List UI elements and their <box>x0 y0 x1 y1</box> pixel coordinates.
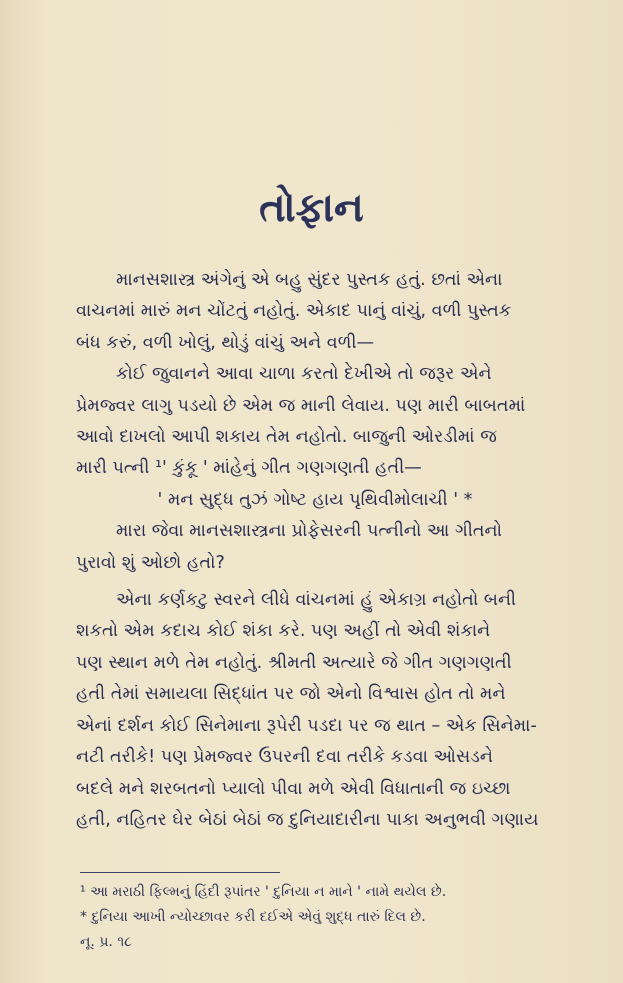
body-text <box>76 265 554 836</box>
song-quote: ' મન સુદ્ધ તુઝં ગોષ્ટ હાય પૃથિવીમોલાચી ' * <box>157 489 473 510</box>
chapter-title: તોફાન <box>259 185 364 231</box>
body-line: વાચનમાં મારું મન ચોંટતું નહોતું. એકાદ પાનું વાંચું, વળી પુસ્તક <box>76 301 512 322</box>
footnotes <box>80 880 550 955</box>
body-line: મારા જેવા માનસશાસ્ત્રના પ્રોફેસરની પત્નીનો આ ગીતનો <box>116 521 503 542</box>
body-line: હતી, નહિતર ઘેર બેઠાં બેઠાં જ દુનિયાદારીના પાકા અનુભવી ગણાય <box>76 809 539 830</box>
body-line: શકતો એમ કદાચ કોઈ શંકા કરે. પણ અહીં તો એવી શંકાને <box>76 621 491 642</box>
body-line: પણ સ્થાન મળે તેમ નહોતું. શ્રીમતી અત્યારે જે ગીત ગણગણતી <box>76 652 512 673</box>
body-line: બંધ કરું, વળી ખોલું, થોડું વાંચું અને વળી— <box>76 332 375 353</box>
body-line: હતી તેમાં સમાયલા સિદ્ધાંત પર જો એનો વિશ્વાસ હોત તો મને <box>76 684 506 705</box>
body-line: નટી તરીકે! પણ પ્રેમજ્વર ઉપરની દવા તરીકે કડવા ઓસડને <box>76 747 493 768</box>
body-line: મારી પત્ની ¹' કુંકૂ ' માંહેનું ગીત ગણગણતી હતી— <box>76 458 422 479</box>
body-line: આવો દાખલો આપી શકાય તેમ નહોતો. બાજુની ઓરડીમાં જ <box>76 427 497 448</box>
signature-mark: નૂ. પ્ર. ૧૮ <box>80 934 132 950</box>
body-line: એના કર્ણકટુ સ્વરને લીધે વાંચનમાં હું એકાગ્ર નહોતો બની <box>116 590 517 611</box>
footnote-divider <box>80 872 280 873</box>
body-line: કોઈ જુવાનને આવા ચાળા કરતો દેખીએ તો જરૂર એને <box>116 364 492 385</box>
footnote-2: * દુનિયા આખી ન્યોચ્છાવર કરી દઈએ એવું શુદ્ધ તારું દિલ છે. <box>80 909 426 925</box>
body-line: પ્રેમજ્વર લાગુ પડયો છે એમ જ માની લેવાય. પણ મારી બાબતમાં <box>76 395 526 416</box>
footnote-1: ¹ આ મરાઠી ફિલ્મનું હિંદી રૂપાંતર ' દુનિયા ન માને ' નામે થયેલ છે. <box>80 884 447 900</box>
body-line: માનસશાસ્ત્ર અંગેનું એ બહુ સુંદર પુસ્તક હતું. છતાં એના <box>116 270 503 290</box>
body-line: પુરાવો શું ઓછો હતો? <box>76 552 225 573</box>
body-line: બદલે મને શરબતનો પ્યાલો પીવા મળે એવી વિધાતાની જ ઇચ્છા <box>76 778 511 799</box>
body-line: એનાં દર્શન કોઈ સિનેમાના રૂપેરી પડદા પર જ થાત – એક સિનેમા- <box>76 715 537 736</box>
